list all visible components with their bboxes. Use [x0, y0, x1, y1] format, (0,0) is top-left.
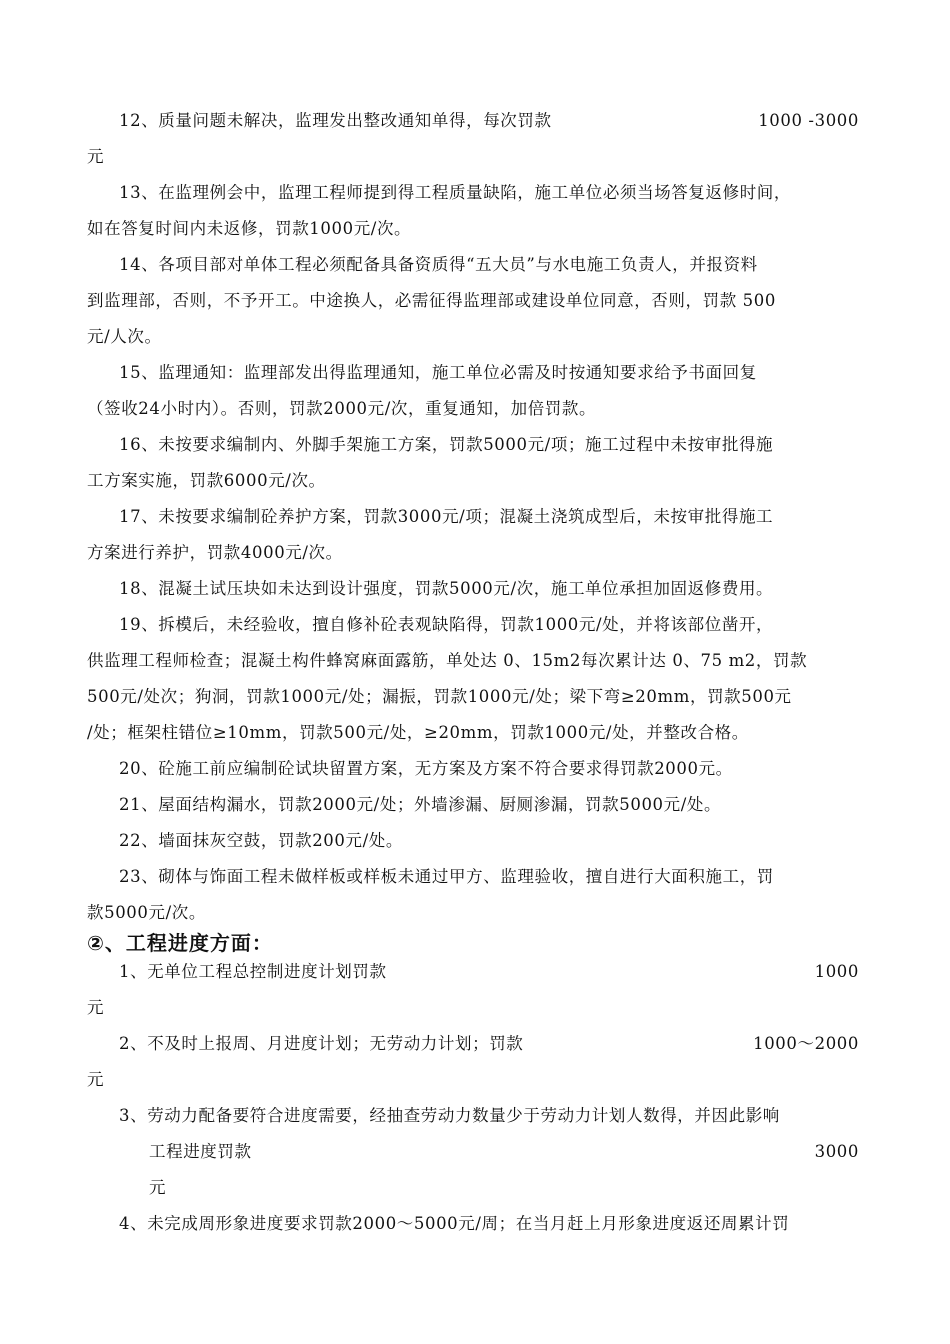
item-23-line-2: 款5000元/次。 [87, 903, 206, 922]
progress-item-3-line-2: 工程进度罚款 [149, 1142, 252, 1161]
item-21-line-1: 21、屋面结构漏水，罚款2000元/处；外墙渗漏、厨厕渗漏，罚款5000元/处。 [119, 795, 722, 814]
progress-item-3-line-3: 元 [149, 1178, 167, 1197]
item-19-line-1: 19、拆模后，未经验收，擅自修补砼表观缺陷得，罚款1000元/处，并将该部位凿开， [119, 615, 774, 634]
progress-item-2-amount: 1000～2000 [753, 1034, 859, 1053]
item-14-line-1: 14、各项目部对单体工程必须配备具备资质得“五大员”与水电施工负责人，并报资料 [119, 255, 758, 274]
progress-item-3-line-1: 3、劳动力配备要符合进度需要，经抽查劳动力数量少于劳动力计划人数得，并因此影响 [119, 1106, 780, 1125]
item-19-line-3: 500元/处次；狗洞，罚款1000元/处；漏振，罚款1000元/处；梁下弯≥20mm，罚款500元 [87, 687, 792, 706]
item-23-line-1: 23、砌体与饰面工程未做样板或样板未通过甲方、监理验收，擅自进行大面积施工，罚 [119, 867, 774, 886]
item-20-line-1: 20、砼施工前应编制砼试块留置方案，无方案及方案不符合要求得罚款2000元。 [119, 759, 733, 778]
item-14-line-2: 到监理部，否则，不予开工。中途换人，必需征得监理部或建设单位同意，否则，罚款 500 [87, 291, 776, 310]
item-18-line-1: 18、混凝土试压块如未达到设计强度，罚款5000元/次，施工单位承担加固返修费用。 [119, 579, 774, 598]
progress-item-1-line-2: 元 [87, 998, 105, 1017]
item-16-line-2: 工方案实施，罚款6000元/次。 [87, 471, 326, 490]
progress-item-3-amount: 3000 [814, 1142, 859, 1161]
item-13-line-2: 如在答复时间内未返修，罚款1000元/次。 [87, 219, 412, 238]
item-12-line-1: 12、质量问题未解决，监理发出整改通知单得，每次罚款 [119, 111, 552, 130]
item-17-line-1: 17、未按要求编制砼养护方案，罚款3000元/项；混凝土浇筑成型后，未按审批得施工 [119, 507, 774, 526]
item-17-line-2: 方案进行养护，罚款4000元/次。 [87, 543, 343, 562]
item-13-line-1: 13、在监理例会中，监理工程师提到得工程质量缺陷，施工单位必须当场答复返修时间， [119, 183, 791, 202]
progress-item-2-line-2: 元 [87, 1070, 105, 1089]
item-16-line-1: 16、未按要求编制内、外脚手架施工方案，罚款5000元/项；施工过程中未按审批得施 [119, 435, 774, 454]
item-12-line-2: 元 [87, 147, 105, 166]
item-15-line-1: 15、监理通知：监理部发出得监理通知，施工单位必需及时按通知要求给予书面回复 [119, 363, 757, 382]
item-19-line-2: 供监理工程师检查；混凝土构件蜂窝麻面露筋，单处达 0、15m2每次累计达 0、75 m2，罚款 [87, 651, 808, 670]
section-heading-progress: ②、工程进度方面： [87, 931, 273, 955]
progress-item-1-amount: 1000 [814, 962, 859, 981]
item-19-line-4: /处；框架柱错位≥10mm，罚款500元/处，≥20mm，罚款1000元/处，并整改合格。 [87, 723, 749, 742]
progress-item-2-line-1: 2、不及时上报周、月进度计划；无劳动力计划；罚款 [119, 1034, 524, 1053]
progress-item-4-line-1: 4、未完成周形象进度要求罚款2000～5000元/周；在当月赶上月形象进度返还周累计罚 [119, 1214, 790, 1233]
item-22-line-1: 22、墙面抹灰空鼓，罚款200元/处。 [119, 831, 403, 850]
item-14-line-3: 元/人次。 [87, 327, 162, 346]
item-12-amount: 1000 -3000 [758, 111, 859, 130]
progress-item-1-line-1: 1、无单位工程总控制进度计划罚款 [119, 962, 387, 981]
item-15-line-2: （签收24小时内）。否则，罚款2000元/次，重复通知，加倍罚款。 [87, 399, 597, 418]
